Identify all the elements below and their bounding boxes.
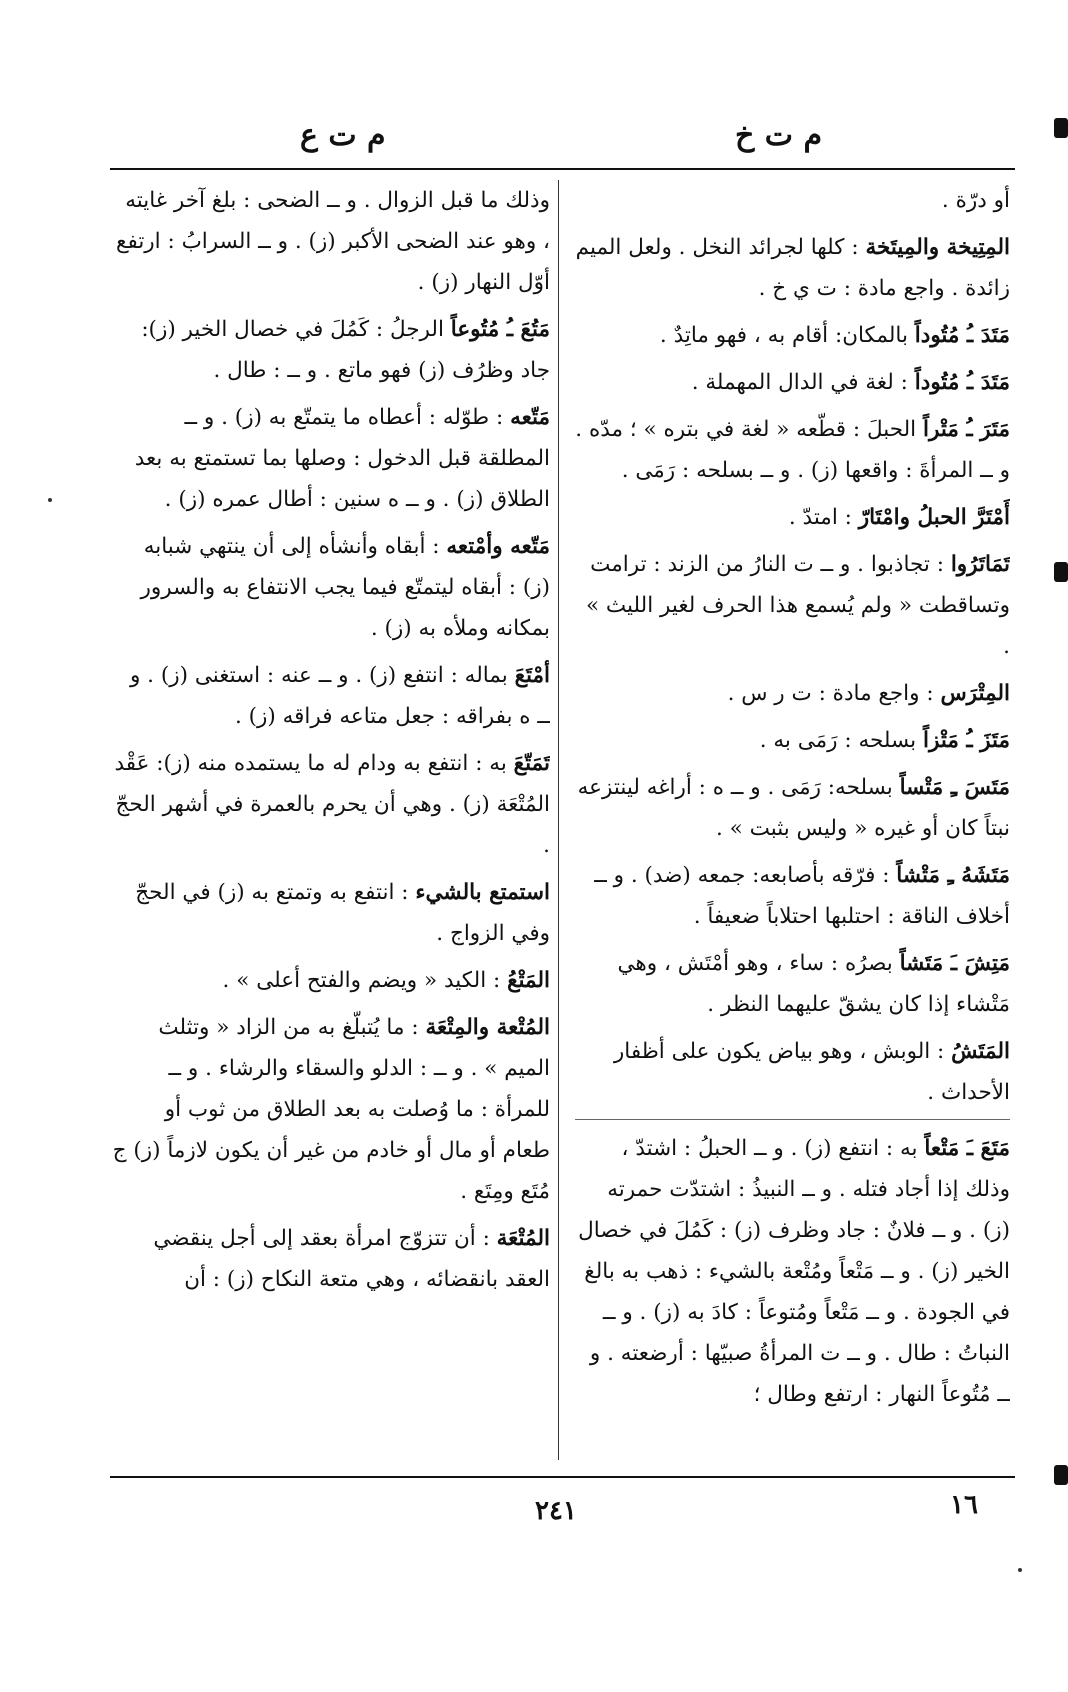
definition-text: : الكيد « ويضم والفتح أعلى » . (222, 968, 501, 993)
bottom-rule (110, 1476, 1015, 1478)
headword: مَتُعَ ـُ مُتُوعاً (450, 317, 550, 342)
definition-text: أو درّة . (941, 188, 1010, 213)
definition-text: الحبلَ : قطّعه « لغة في بتره » ؛ مدّه . و ــ المرأةَ : واقعها (ز) . و ــ بسلحه : رَمَى . (575, 417, 1010, 483)
dictionary-entry (112, 526, 550, 649)
headword: مَتَعَ ـَ مَتْعاً (924, 1136, 1010, 1161)
headword: مَتّعه (510, 405, 550, 430)
headword: أمْتَعَ (514, 663, 550, 688)
edge-scan-mark (1054, 562, 1068, 582)
headword: مَتّعه وأمْتعه (446, 534, 550, 559)
dictionary-entry (575, 943, 1010, 1025)
dictionary-entry (575, 767, 1010, 849)
headword: المُتْعَة (496, 1226, 550, 1251)
dictionary-entry (112, 180, 550, 303)
headword: استمتع بالشيء (415, 880, 550, 905)
dictionary-entry (575, 544, 1010, 667)
dictionary-entry (575, 409, 1010, 491)
definition-text: : تجاذبوا . و ــ ت النارُ من الزند : ترامت وتساقطت « ولم يُسمع هذا الحرف لغير الليث » . (585, 552, 1010, 659)
edge-scan-mark (1054, 1465, 1068, 1485)
definition-text: بالمكان: أقام به ، فهو ماتِدٌ . (659, 323, 908, 348)
definition-text: : طوّله : أعطاه ما يتمتّع به (ز) . و ــ المطلقة قبل الدخول : وصلها بما تستمتع به بعد الطلاق (ز) . و ــ ه سنين : أطال عمره (ز) . (134, 405, 550, 512)
running-header-left: م ت ع (300, 118, 386, 153)
definition-text: : لغة في الدال المهملة . (691, 370, 908, 395)
dictionary-entry (575, 227, 1010, 309)
dictionary-entry (575, 1128, 1010, 1415)
headword: مَتَسَ ـِ مَتْساً (899, 775, 1010, 800)
dictionary-entry (575, 180, 1010, 221)
scan-speck (48, 498, 52, 502)
headword: المَتْعُ (507, 968, 550, 993)
headword: مَتِشَ ـَ مَتَشاً (899, 951, 1010, 976)
headword: مَتَدَ ـُ مُتُوداً (914, 370, 1010, 395)
headword: المُتْعة والمِتْعَة (425, 1015, 550, 1040)
dictionary-entry (112, 960, 550, 1001)
top-rule (110, 168, 1015, 170)
headword: تَمَتّعَ (513, 751, 550, 776)
headword: المَتَشُ (951, 1039, 1010, 1064)
dictionary-entry (112, 309, 550, 391)
definition-text: : امتدّ . (788, 505, 852, 530)
definition-text: بصرُه : ساء ، وهو أمْتَش ، وهي مَتْشاء إذا كان يشقّ عليهما النظر . (617, 951, 1010, 1017)
right-column (575, 180, 1010, 1465)
dictionary-entry (575, 1031, 1010, 1120)
definition-text: الرجلُ : كَمُلَ في خصال الخير (ز): جاد وظرُف (ز) فهو ماتع . و ــ : طال . (141, 317, 550, 383)
definition-text: : فرّقه بأصابعه: جمعه (ضد) . و ــ أخلاف الناقة : احتلبها احتلاباً ضعيفاً . (594, 863, 1010, 929)
definition-text: : أن تتزوّج امرأة بعقد إلى أجل ينقضي العقد بانقضائه ، وهي متعة النكاح (ز) : أن (153, 1226, 550, 1292)
dictionary-entry (112, 743, 550, 866)
definition-text: : ما يُتبلّغ به من الزاد « وتثلث الميم » . و ــ : الدلو والسقاء والرشاء . و ــ للمرأة : ما وُصلت به بعد الطلاق من ثوب أو طعام أو مال أو خادم من غير أن يكون لازماً (ز) ج مُتَع ومِتَع . (112, 1015, 550, 1204)
headword: مَتَدَ ـُ مُتُوداً (914, 323, 1010, 348)
definition-text: : كلها لجرائد النخل . ولعل الميم زائدة . واجع مادة : ت ي خ . (575, 235, 1010, 301)
page-number: ٢٤١ (535, 1496, 577, 1526)
definition-text: : أبقاه وأنشأه إلى أن ينتهي شبابه (ز) : أبقاه ليتمتّع فيما يجب الانتفاع به والسرور بمكانه وملأه به (ز) . (140, 534, 550, 641)
dictionary-entry (575, 855, 1010, 937)
headword: أَمْتَرَّ الحبلُ وامْتَارّ (858, 505, 1010, 530)
dictionary-entry (112, 397, 550, 520)
headword: مَتَزَ ـُ مَتْزاً (923, 728, 1010, 753)
definition-text: به : انتفع به ودام له ما يستمده منه (ز): عَقْد المُتْعَة (ز) . وهي أن يحرم بالعمرة في أشهر الحجّ . (114, 751, 550, 858)
headword: مَتَشَهُ ـِ مَتْشاً (896, 863, 1010, 888)
definition-text: به : انتفع (ز) . و ــ الحبلُ : اشتدّ ، وذلك إذا أجاد فتله . و ــ النبيذُ : اشتدّت حمرته (ز) . و ــ فلانٌ : جاد وظرف (ز) : كَمُلَ في خصال الخير (ز) . و ــ مَتْعاً ومُتْعة بالشيء : ذهب به بالغ في الجودة . و ــ مَتْعاً ومُتوعاً : كادَ به (ز) . و ــ النباتُ : طال . و ــ ت المرأةُ صبيّها : أرضعته . و ــ مُتُوعاً النهار : ارتفع وطال ؛ (578, 1136, 1010, 1407)
left-column (112, 180, 550, 1465)
dictionary-entry (575, 362, 1010, 403)
scan-speck (1018, 1568, 1022, 1572)
dictionary-entry (112, 1007, 550, 1212)
dictionary-entry (112, 1218, 550, 1300)
headword: تَمَاتَرُوا (950, 552, 1010, 577)
dictionary-entry (575, 673, 1010, 714)
running-header-right: م ت خ (735, 118, 823, 153)
definition-text: : واجع مادة : ت ر س . (727, 681, 934, 706)
edge-scan-mark (1054, 118, 1068, 138)
definition-text: بماله : انتفع (ز) . و ــ عنه : استغنى (ز) . و ــ ه بفراقه : جعل متاعه فراقه (ز) . (129, 663, 550, 729)
definition-text: : الوبش ، وهو بياض يكون على أظفار الأحداث . (613, 1039, 1010, 1105)
definition-text: بسلحه : رَمَى به . (759, 728, 917, 753)
signature-mark: ١٦ (950, 1490, 978, 1520)
dictionary-entry (575, 497, 1010, 538)
column-divider (558, 180, 559, 1460)
dictionary-entry (112, 872, 550, 954)
dictionary-entry (575, 315, 1010, 356)
headword: المِتِيخة والمِيتَخة (865, 235, 1010, 260)
headword: مَتَرَ ـُ مَتْراً (923, 417, 1010, 442)
dictionary-entry (112, 655, 550, 737)
dictionary-entry (575, 720, 1010, 761)
headword: المِتْرَس (940, 681, 1010, 706)
definition-text: وذلك ما قبل الزوال . و ــ الضحى : بلغ آخر غايته ، وهو عند الضحى الأكبر (ز) . و ــ السرابُ : ارتفع أوّل النهار (ز) . (116, 188, 550, 295)
definition-text: : انتفع به وتمتع به (ز) في الحجّ وفي الزواج . (135, 880, 550, 946)
definition-text: بسلحه: رَمَى . و ــ ه : أراغه لينتزعه نبتاً كان أو غيره « وليس بثبت » . (577, 775, 1010, 841)
